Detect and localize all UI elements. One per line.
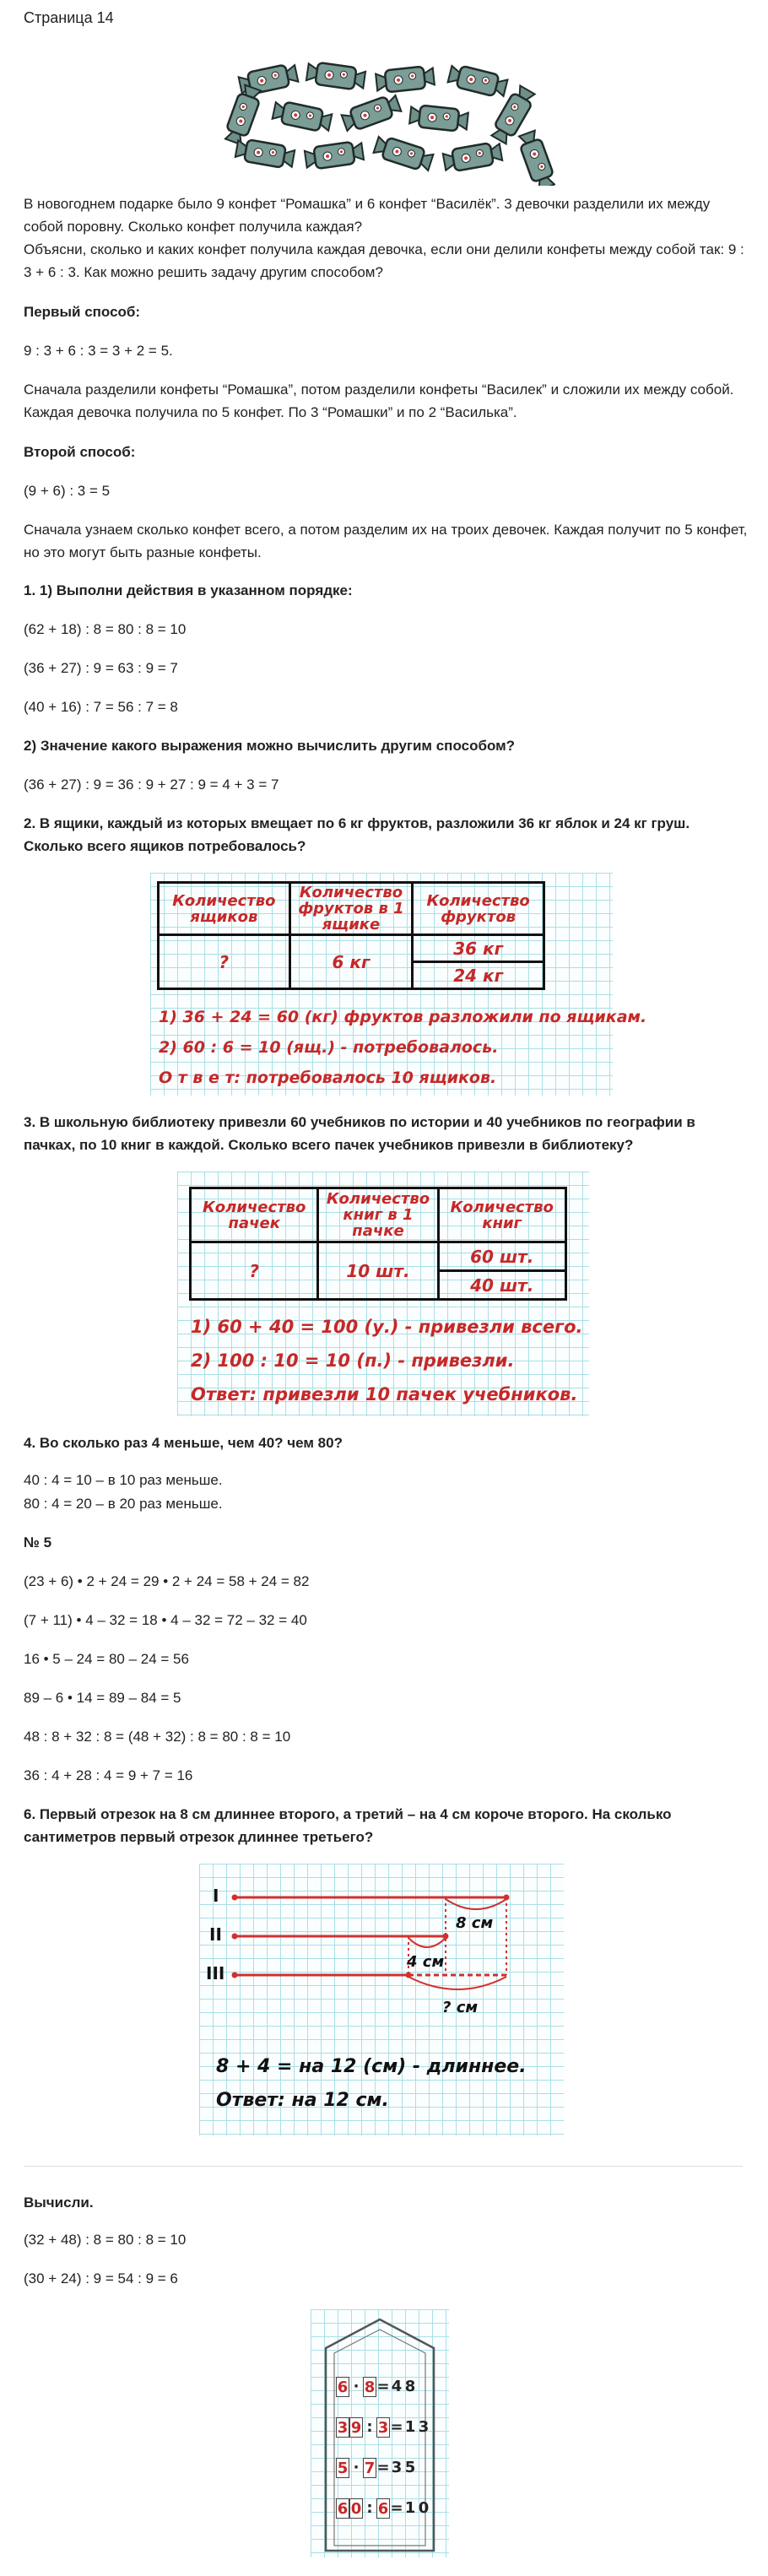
candies-illustration (209, 61, 555, 186)
task6-solution-line: 8 + 4 = на 12 (см) - длиннее. (216, 2056, 527, 2077)
task1-sub-line: (36 + 27) : 9 = 36 : 9 + 27 : 9 = 4 + 3 = 7 (24, 777, 279, 793)
way1-text: Сначала разделили конфеты “Ромашка”, потом разделили конфеты “Василек” и сложили их между собой. Каждая девочка получила по 5 конфет. По 3 “Ромашки” и по 2 “Василька”. (24, 382, 734, 420)
house-example-char: = (390, 2418, 403, 2436)
house-example-char: 5 (404, 2459, 416, 2476)
intro-paragraph-1: В новогоднем подарке было 9 конфет “Ромашка” и 6 конфет “Василёк”. 3 девочки разделили их между собой поровну. Сколько конфет получила каждая? (24, 196, 711, 235)
page-title: Страница 14 (24, 9, 114, 26)
table-cell: ? (159, 935, 290, 989)
calc-line: (32 + 48) : 8 = 80 : 8 = 10 (24, 2232, 187, 2248)
task6-answer: Ответ: на 12 см. (216, 2090, 389, 2111)
table-header: Количество книг (438, 1188, 566, 1242)
house-example-char: · (353, 2378, 360, 2395)
difference-label-unknown: ? см (442, 1999, 479, 2016)
task3-solution-line: 1) 60 + 40 = 100 (у.) - привезли всего. (191, 1317, 583, 1337)
task3-heading: 3. В школьную библиотеку привезли 60 учебников по истории и 40 учебников по географии в пачках, по 10 книг в каждой. Сколько всего пачек учебников привезли в библиотеку? (24, 1114, 695, 1153)
difference-label-8cm: 8 см (456, 1914, 494, 1932)
way1-heading: Первый способ: (24, 304, 141, 320)
segments-diagram (199, 1864, 564, 2032)
way2-heading: Второй способ: (24, 444, 136, 460)
calc-line: (30 + 24) : 9 = 54 : 9 = 6 (24, 2270, 178, 2286)
house-example-row (336, 2498, 430, 2522)
segment-label-1: I (213, 1886, 219, 1906)
task1-heading: 1. 1) Выполни действия в указанном порядке: (24, 582, 353, 598)
house-example-char: 3 (418, 2418, 430, 2436)
house-example-char: = (376, 2378, 390, 2395)
task3-solution-line: 2) 100 : 10 = 10 (п.) - привезли. (191, 1350, 515, 1371)
house-example-char: 6 (337, 2378, 349, 2396)
house-example-char: · (353, 2459, 360, 2476)
task1-line: (40 + 16) : 7 = 56 : 7 = 8 (24, 699, 178, 715)
table-header: Количество книг в 1 пачке (318, 1188, 438, 1242)
house-example-char: 8 (364, 2378, 376, 2396)
task3-answer: Ответ: привезли 10 пачек учебников. (191, 1384, 578, 1404)
task5-heading: № 5 (24, 1534, 52, 1550)
calc-heading: Вычисли. (24, 2194, 94, 2211)
task5-line: (7 + 11) • 4 – 32 = 18 • 4 – 32 = 72 – 32 = 40 (24, 1612, 307, 1628)
task2-heading: 2. В ящики, каждый из которых вмещает по 6 кг фруктов, разложили 36 кг яблок и 24 кг груш. Сколько всего ящиков потребовалось? (24, 815, 690, 854)
house-example-char: 6 (337, 2500, 349, 2518)
house-example-char: 0 (418, 2499, 430, 2517)
difference-label-4cm: 4 см (407, 1953, 445, 1971)
house-example-row (336, 2377, 417, 2400)
table-header: Количество ящиков (159, 883, 290, 935)
task3-table (189, 1187, 567, 1301)
task3-notebook (177, 1172, 589, 1416)
table-header: Количество пачек (191, 1188, 318, 1242)
intro-paragraph-2: Объясни, сколько и каких конфет получила каждая девочка, если они делили конфеты между собой так: 9 : 3 + 6 : 3. Как можно решить задачу другим способом? (24, 241, 744, 280)
task2-notebook (150, 873, 647, 1096)
house-example-char: 5 (337, 2460, 349, 2477)
table-cell: 24 кг (413, 962, 544, 989)
house-example-char: 1 (404, 2499, 416, 2517)
task5-line: 89 – 6 • 14 = 89 – 84 = 5 (24, 1690, 181, 1706)
house-example-char: 3 (377, 2419, 389, 2437)
task2-solution-line: 1) 36 + 24 = 60 (кг) фруктов разложили по ящикам. (159, 1008, 647, 1026)
house-example-row (336, 2417, 430, 2441)
task2-table (157, 881, 545, 990)
task4-line: 80 : 4 = 20 – в 20 раз меньше. (24, 1496, 223, 1512)
house-example-char: 7 (364, 2460, 376, 2477)
table-header: Количество фруктов (413, 883, 544, 935)
task5-line: 48 : 8 + 32 : 8 = (48 + 32) : 8 = 80 : 8 = 10 (24, 1729, 291, 1745)
house-notebook (311, 2309, 449, 2557)
task5-line: 16 • 5 – 24 = 80 – 24 = 56 (24, 1651, 189, 1667)
house-example-char: 1 (404, 2418, 416, 2436)
divider (24, 2166, 743, 2167)
house-example-char: = (376, 2459, 390, 2476)
task6-notebook (199, 1864, 564, 2135)
table-cell: ? (191, 1242, 318, 1300)
task4-line: 40 : 4 = 10 – в 10 раз меньше. (24, 1472, 223, 1488)
house-example-row (336, 2458, 417, 2481)
house-example-char: 9 (350, 2419, 362, 2437)
house-example-char: = (390, 2499, 403, 2517)
house-example-char: 4 (391, 2378, 403, 2395)
house-example-char: 0 (350, 2500, 362, 2518)
house-example-char: : (366, 2418, 373, 2436)
table-header: Количество фруктов в 1 ящике (289, 883, 413, 935)
way2-text: Сначала узнаем сколько конфет всего, а потом разделим их на троих девочек. Каждая получит по 5 конфет, но это могут быть разные конфеты. (24, 522, 748, 560)
task6-heading: 6. Первый отрезок на 8 см длиннее второго, а третий – на 4 см короче второго. На сколько сантиметров первый отрезок длиннее третьего? (24, 1806, 672, 1845)
house-example-char: 6 (377, 2500, 389, 2518)
table-cell: 36 кг (413, 935, 544, 962)
table-cell: 40 шт. (438, 1271, 566, 1300)
task5-line: (23 + 6) • 2 + 24 = 29 • 2 + 24 = 58 + 24 = 82 (24, 1573, 310, 1589)
task1-line: (62 + 18) : 8 = 80 : 8 = 10 (24, 621, 187, 637)
task1-sub-heading: 2) Значение какого выражения можно вычислить другим способом? (24, 738, 516, 754)
way1-expression: 9 : 3 + 6 : 3 = 3 + 2 = 5. (24, 343, 173, 359)
task5-line: 36 : 4 + 28 : 4 = 9 + 7 = 16 (24, 1767, 193, 1783)
task2-answer: О т в е т: потребовалось 10 ящиков. (159, 1069, 497, 1087)
house-example-char: 3 (391, 2459, 403, 2476)
segment-label-2: II (209, 1924, 222, 1945)
segment-label-3: III (206, 1963, 225, 1983)
way2-expression: (9 + 6) : 3 = 5 (24, 483, 111, 499)
house-example-char: : (366, 2499, 373, 2517)
house-example-char: 8 (404, 2378, 416, 2395)
table-cell: 10 шт. (318, 1242, 438, 1300)
task1-line: (36 + 27) : 9 = 63 : 9 = 7 (24, 660, 178, 676)
task2-solution-line: 2) 60 : 6 = 10 (ящ.) - потребовалось. (159, 1038, 499, 1057)
table-cell: 60 шт. (438, 1242, 566, 1271)
table-cell: 6 кг (289, 935, 413, 989)
house-example-char: 3 (337, 2419, 349, 2437)
task4-heading: 4. Во сколько раз 4 меньше, чем 40? чем 80? (24, 1435, 343, 1451)
